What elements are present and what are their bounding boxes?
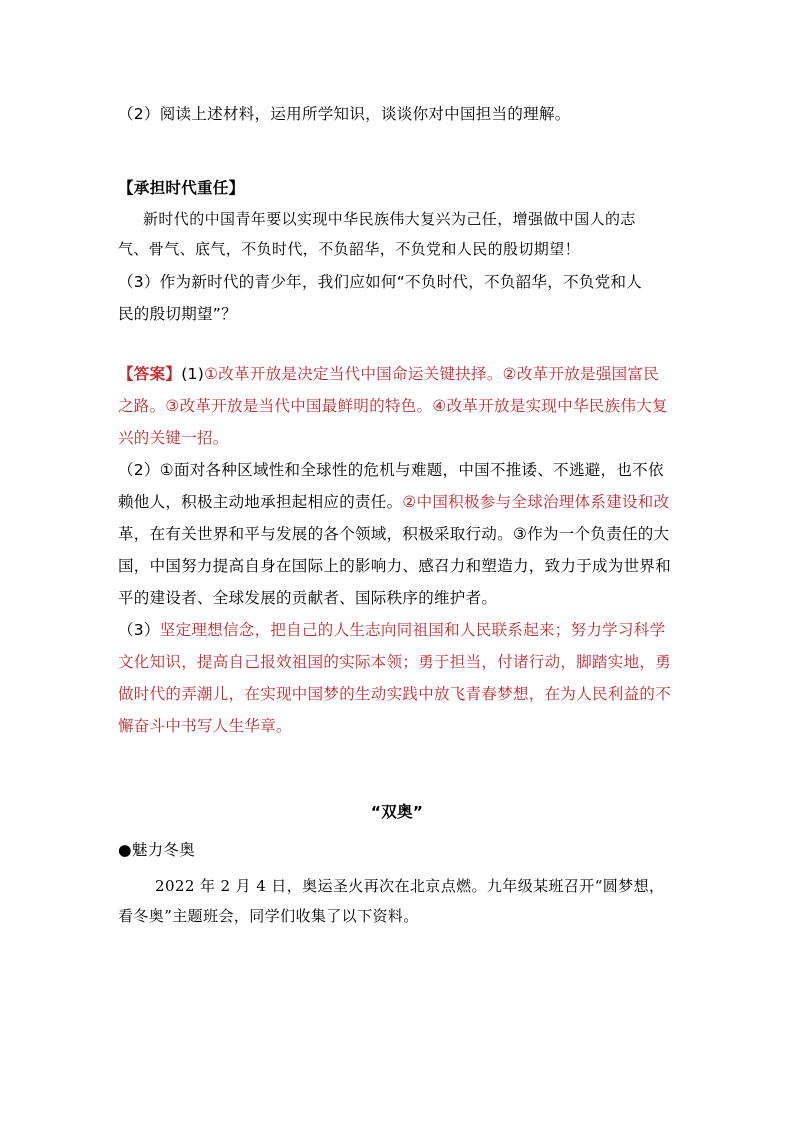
answer-1-text: ①改革开放是决定当代中国命运关键抉择。②改革开放是强国富民 (204, 365, 660, 383)
answer-1-line-2: 之路。③改革开放是当代中国最鲜明的特色。④改革开放是实现中华民族伟大复 (118, 397, 668, 415)
section-title: 【承担时代重任】 (118, 179, 245, 197)
answer-2-line-4: 国，中国努力提高自身在国际上的影响力、感召力和塑造力，致力于成为世界和 (118, 557, 672, 575)
section-heading: “双奥” (370, 803, 424, 821)
answer-1-line-3: 兴的关键一招。 (118, 429, 229, 447)
answer-2-line-5: 平的建设者、全球发展的贡献者、国际秩序的维护者。 (118, 589, 498, 607)
answer-2-text-red: ②中国积极参与全球治理体系建设和改 (402, 493, 670, 511)
answer-2-line-2 (118, 490, 669, 512)
intro-line-1: 2022 年 2 月 4 日，奥运圣火再次在北京点燃。九年级某班召开“圆梦想， (155, 877, 665, 895)
answer-3-line-4: 懈奋斗中书写人生华章。 (118, 717, 292, 735)
answer-3-line-3: 做时代的弄潮儿，在实现中国梦的生动实践中放飞青春梦想，在为人民利益的不 (118, 685, 672, 703)
question-2: （2）阅读上述材料，运用所学知识，谈谈你对中国担当的理解。 (118, 105, 571, 123)
answer-3-line-2: 文化知识，提高自己报效祖国的实际本领；勇于担当，付诸行动，脚踏实地，勇 (118, 653, 672, 671)
answer-2-text-black: 赖他人，积极主动地承担起相应的责任。 (118, 493, 403, 511)
answer-label: 【答案】 (118, 365, 182, 383)
bullet-title: ●魅力冬奥 (118, 841, 196, 859)
answer-2-line-3: 革，在有关世界和平与发展的各个领域，积极采取行动。③作为一个负责任的大 (118, 525, 670, 543)
question-3-line-1: （3）作为新时代的青少年，我们应如何“不负时代，不负韶华，不负党和人 (118, 273, 643, 291)
intro-line-2: 看冬奥”主题班会，同学们收集了以下资料。 (118, 907, 419, 925)
answer-3-line-1 (118, 618, 665, 640)
material-line-1: 新时代的中国青年要以实现中华民族伟大复兴为己任，增强做中国人的志 (143, 210, 636, 228)
answer-3-prefix: （3） (118, 621, 160, 639)
material-line-2: 气、骨气、底气，不负时代，不负韶华，不负党和人民的殷切期望！ (118, 240, 581, 258)
question-3-line-2: 民的殷切期望”？ (118, 305, 237, 323)
answer-2-line-1: （2）①面对各种区域性和全球性的危机与难题，中国不推诿、不逃避，也不依 (118, 461, 664, 479)
answer-1-prefix: (1) (181, 365, 205, 383)
answer-1-line-1 (118, 362, 659, 384)
answer-3-text: 坚定理想信念，把自己的人生志向同祖国和人民联系起来；努力学习科学 (159, 621, 666, 639)
